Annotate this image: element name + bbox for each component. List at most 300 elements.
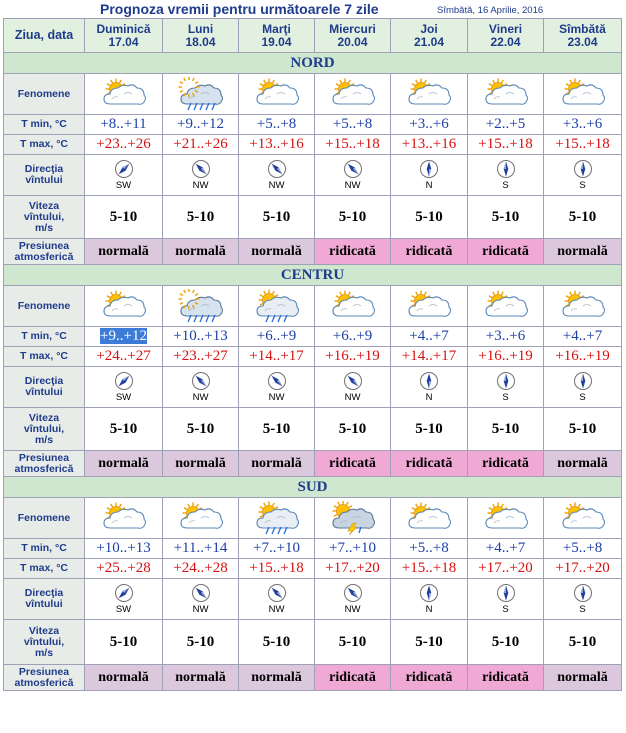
tmin-cell bbox=[391, 327, 468, 347]
compass-arrow-icon bbox=[496, 371, 516, 391]
row-label-text: vîntului bbox=[25, 174, 63, 186]
pressure-value: normală bbox=[251, 243, 302, 259]
row-label bbox=[4, 559, 85, 579]
wind-speed-cell bbox=[391, 408, 468, 451]
region-name: SUD bbox=[4, 477, 622, 498]
tmax-value: +15..+18 bbox=[249, 560, 304, 576]
wind-direction-cell bbox=[391, 367, 468, 408]
pressure-value: normală bbox=[557, 243, 608, 259]
tmin-value: +5..+8 bbox=[332, 116, 373, 132]
pressure-cell bbox=[468, 239, 544, 265]
page-title: Prognoza vremii pentru următoarele 7 zile bbox=[100, 1, 379, 17]
compass-arrow-icon bbox=[114, 159, 134, 179]
wind-direction-cell bbox=[315, 579, 391, 620]
pressure-cell bbox=[391, 239, 468, 265]
compass-arrow-icon bbox=[419, 583, 439, 603]
row-label-text: m/s bbox=[34, 646, 54, 659]
tmax-cell bbox=[468, 135, 544, 155]
wind-direction-cell bbox=[391, 155, 468, 196]
wind-speed-cell bbox=[239, 620, 315, 665]
compass-arrow-icon bbox=[419, 159, 439, 179]
wind-speed-value: 5-10 bbox=[338, 208, 367, 225]
row-label-text: vîntului, bbox=[23, 635, 65, 648]
tmax-cell bbox=[315, 135, 391, 155]
pressure-cell bbox=[544, 451, 622, 477]
row-label bbox=[4, 451, 85, 477]
row-label-text: vîntului, bbox=[23, 210, 65, 223]
row-label-text: T max, °C bbox=[20, 138, 68, 150]
tmax-value: +21..+26 bbox=[173, 136, 228, 152]
day-header bbox=[163, 19, 239, 53]
wind-speed-value: 5-10 bbox=[568, 633, 597, 650]
wind-direction-label: NW bbox=[268, 604, 285, 615]
wind-direction-label: NW bbox=[344, 392, 361, 403]
weather-cell bbox=[391, 498, 468, 539]
row-label-text: T max, °C bbox=[20, 562, 68, 574]
row-label-text: Viteza bbox=[28, 624, 60, 637]
tmax-cell bbox=[544, 347, 622, 367]
tmax-cell bbox=[85, 135, 163, 155]
row-label-text: m/s bbox=[34, 433, 54, 446]
pressure-row bbox=[4, 239, 622, 265]
tmin-value: +4..+7 bbox=[409, 328, 449, 344]
row-label bbox=[4, 665, 85, 691]
wind-speed-value: 5-10 bbox=[109, 633, 138, 650]
row-label bbox=[4, 239, 85, 265]
tmin-cell bbox=[163, 327, 239, 347]
pressure-cell bbox=[468, 665, 544, 691]
wind-speed-cell bbox=[85, 408, 163, 451]
pressure-cell bbox=[544, 665, 622, 691]
tmin-value: +8..+11 bbox=[100, 116, 147, 132]
weather-cell bbox=[85, 498, 163, 539]
wind-speed-row bbox=[4, 408, 622, 451]
pressure-value: normală bbox=[175, 455, 226, 471]
tmax-row bbox=[4, 135, 622, 155]
tmin-cell bbox=[85, 539, 163, 559]
tmax-cell bbox=[544, 559, 622, 579]
tmin-cell bbox=[315, 115, 391, 135]
sun-rain-cloud-icon bbox=[253, 501, 301, 535]
tmin-cell bbox=[163, 539, 239, 559]
wind-direction-label: S bbox=[579, 604, 586, 615]
tmin-cell bbox=[315, 327, 391, 347]
fenomene-row bbox=[4, 498, 622, 539]
tmin-value: +3..+6 bbox=[409, 116, 449, 132]
tmin-cell bbox=[315, 539, 391, 559]
sun-cloud-icon bbox=[559, 289, 607, 323]
wind-speed-value: 5-10 bbox=[338, 420, 367, 437]
tmin-cell bbox=[468, 115, 544, 135]
title-bar bbox=[0, 0, 626, 18]
day-date: 22.04 bbox=[490, 34, 521, 49]
tmax-value: +13..+16 bbox=[401, 136, 457, 152]
tmin-value: +5..+8 bbox=[256, 116, 297, 132]
day-name: Joi bbox=[420, 21, 438, 36]
row-label bbox=[4, 286, 85, 327]
sun-cloud-icon bbox=[482, 501, 530, 535]
wind-direction-cell bbox=[85, 155, 163, 196]
tmax-value: +14..+17 bbox=[401, 348, 457, 364]
tmin-cell bbox=[544, 539, 622, 559]
weather-cell bbox=[163, 498, 239, 539]
wind-speed-cell bbox=[544, 196, 622, 239]
row-label-text: atmosferică bbox=[14, 250, 74, 263]
wind-speed-cell bbox=[239, 408, 315, 451]
wind-speed-cell bbox=[163, 408, 239, 451]
wind-direction-label: S bbox=[502, 392, 509, 403]
tmin-row bbox=[4, 115, 622, 135]
wind-direction-label: S bbox=[579, 180, 586, 191]
weather-cell bbox=[468, 74, 544, 115]
pressure-value: ridicată bbox=[329, 243, 376, 259]
pressure-value: normală bbox=[98, 455, 149, 471]
tmax-cell bbox=[391, 347, 468, 367]
pressure-value: normală bbox=[175, 669, 226, 685]
pressure-cell bbox=[239, 451, 315, 477]
compass-arrow-icon bbox=[343, 583, 363, 603]
wind-speed-cell bbox=[391, 620, 468, 665]
weather-cell bbox=[391, 74, 468, 115]
row-label bbox=[4, 74, 85, 115]
compass-arrow-icon bbox=[343, 159, 363, 179]
tmin-value: +7..+10 bbox=[329, 540, 376, 556]
row-label-text: Direcţia bbox=[24, 163, 64, 175]
pressure-value: ridicată bbox=[482, 243, 529, 259]
tmax-cell bbox=[85, 347, 163, 367]
row-label-text: T min, °C bbox=[21, 118, 67, 130]
row-label-text: Direcţia bbox=[24, 375, 64, 387]
sun-cloud-icon bbox=[405, 501, 453, 535]
weather-cell bbox=[239, 498, 315, 539]
tmax-value: +24..+27 bbox=[96, 348, 151, 364]
wind-direction-label: NW bbox=[344, 604, 361, 615]
tmax-value: +16..+19 bbox=[325, 348, 380, 364]
tmax-cell bbox=[163, 559, 239, 579]
tmin-cell bbox=[544, 327, 622, 347]
wind-direction-cell bbox=[239, 367, 315, 408]
wind-speed-value: 5-10 bbox=[491, 633, 520, 650]
day-date: 20.04 bbox=[337, 34, 368, 49]
pressure-row bbox=[4, 665, 622, 691]
day-header bbox=[544, 19, 622, 53]
sun-cloud-icon bbox=[482, 289, 530, 323]
compass-arrow-icon bbox=[191, 371, 211, 391]
pressure-cell bbox=[391, 665, 468, 691]
row-label bbox=[4, 135, 85, 155]
wind-direction-label: N bbox=[425, 392, 433, 403]
tmin-value: +6..+9 bbox=[256, 328, 297, 344]
wind-speed-value: 5-10 bbox=[186, 208, 215, 225]
row-label-text: Presiunea bbox=[18, 451, 70, 464]
pressure-value: normală bbox=[251, 669, 302, 685]
wind-speed-cell bbox=[544, 408, 622, 451]
tmax-value: +15..+18 bbox=[325, 136, 380, 152]
row-label-text: vîntului bbox=[25, 598, 63, 610]
row-label bbox=[4, 579, 85, 620]
wind-direction-label: N bbox=[425, 604, 433, 615]
fenomene-row bbox=[4, 286, 622, 327]
compass-arrow-icon bbox=[496, 159, 516, 179]
region-row-sud bbox=[4, 477, 622, 498]
wind-direction-label: NW bbox=[192, 604, 209, 615]
compass-arrow-icon bbox=[267, 371, 287, 391]
pressure-value: ridicată bbox=[405, 669, 453, 685]
weather-cell bbox=[544, 286, 622, 327]
tmax-value: +17..+20 bbox=[325, 560, 380, 576]
tmax-value: +24..+28 bbox=[173, 560, 228, 576]
tmax-cell bbox=[391, 559, 468, 579]
wind-speed-value: 5-10 bbox=[568, 420, 597, 437]
wind-speed-cell bbox=[468, 408, 544, 451]
day-header bbox=[468, 19, 544, 53]
wind-speed-value: 5-10 bbox=[109, 208, 138, 225]
wind-speed-cell bbox=[315, 196, 391, 239]
wind-speed-cell bbox=[391, 196, 468, 239]
day-header bbox=[239, 19, 315, 53]
tmin-value: +5..+8 bbox=[409, 540, 449, 556]
tmin-value: +3..+6 bbox=[485, 328, 526, 344]
row-label-text: T max, °C bbox=[20, 350, 68, 362]
pressure-cell bbox=[163, 665, 239, 691]
header-label bbox=[4, 19, 85, 53]
wind-direction-label: NW bbox=[192, 392, 209, 403]
tmax-cell bbox=[315, 347, 391, 367]
tmin-value: +10..+13 bbox=[173, 328, 228, 344]
day-date: 17.04 bbox=[108, 34, 139, 49]
sun-cloud-icon bbox=[100, 501, 148, 535]
wind-direction-cell bbox=[85, 367, 163, 408]
forecast-table bbox=[3, 18, 622, 691]
wind-direction-label: S bbox=[579, 392, 586, 403]
sun-cloud-icon bbox=[559, 501, 607, 535]
wind-speed-value: 5-10 bbox=[491, 420, 520, 437]
weather-cell bbox=[239, 286, 315, 327]
tmin-value: +5..+8 bbox=[562, 540, 603, 556]
pressure-value: normală bbox=[251, 455, 302, 471]
tmin-cell bbox=[468, 539, 544, 559]
row-label-text: m/s bbox=[34, 221, 54, 234]
wind-speed-value: 5-10 bbox=[568, 208, 597, 225]
weather-cell bbox=[239, 74, 315, 115]
compass-arrow-icon bbox=[114, 371, 134, 391]
sun-cloud-icon bbox=[329, 289, 377, 323]
row-label bbox=[4, 367, 85, 408]
day-header bbox=[85, 19, 163, 53]
pressure-cell bbox=[85, 239, 163, 265]
tmin-cell bbox=[239, 115, 315, 135]
row-label-text: atmosferică bbox=[14, 462, 74, 475]
wind-speed-value: 5-10 bbox=[109, 420, 138, 437]
compass-arrow-icon bbox=[191, 583, 211, 603]
wind-direction-label: S bbox=[502, 604, 509, 615]
tmax-value: +23..+26 bbox=[96, 136, 151, 152]
pressure-cell bbox=[239, 665, 315, 691]
wind-direction-label: NW bbox=[192, 180, 209, 191]
tmax-cell bbox=[163, 347, 239, 367]
sun-cloud-icon bbox=[559, 77, 607, 111]
weather-cell bbox=[544, 74, 622, 115]
pressure-value: ridicată bbox=[329, 669, 376, 685]
tmax-value: +15..+18 bbox=[478, 136, 533, 152]
wind-direction-label: SW bbox=[115, 180, 132, 191]
wind-direction-label: NW bbox=[268, 392, 285, 403]
row-label-text: vîntului bbox=[25, 386, 63, 398]
tmin-cell bbox=[468, 327, 544, 347]
row-label bbox=[4, 347, 85, 367]
tmax-cell bbox=[315, 559, 391, 579]
tmax-cell bbox=[239, 559, 315, 579]
current-date: Sîmbătă, 16 Aprilie, 2016 bbox=[437, 5, 544, 16]
wind-direction-cell bbox=[544, 155, 622, 196]
row-label-text: Fenomene bbox=[17, 87, 71, 100]
weather-cell bbox=[468, 498, 544, 539]
pressure-value: normală bbox=[175, 243, 226, 259]
header-row bbox=[4, 19, 622, 53]
wind-speed-value: 5-10 bbox=[415, 208, 443, 225]
wind-speed-cell bbox=[544, 620, 622, 665]
sun-cloud-icon bbox=[329, 77, 377, 111]
tmax-value: +16..+19 bbox=[555, 348, 610, 364]
row-label-text: Viteza bbox=[28, 411, 60, 424]
pressure-cell bbox=[315, 665, 391, 691]
wind-direction-cell bbox=[315, 367, 391, 408]
tmin-cell bbox=[391, 115, 468, 135]
wind-speed-cell bbox=[85, 620, 163, 665]
tmax-value: +25..+28 bbox=[96, 560, 151, 576]
pressure-value: ridicată bbox=[329, 455, 376, 471]
compass-arrow-icon bbox=[114, 583, 134, 603]
pressure-cell bbox=[85, 451, 163, 477]
wind-direction-row bbox=[4, 367, 622, 408]
tmax-value: +13..+16 bbox=[249, 136, 304, 152]
wind-direction-label: NW bbox=[344, 180, 361, 191]
tmin-cell bbox=[85, 115, 163, 135]
tmax-row bbox=[4, 559, 622, 579]
wind-direction-cell bbox=[544, 367, 622, 408]
pressure-cell bbox=[163, 239, 239, 265]
compass-arrow-icon bbox=[267, 159, 287, 179]
tmin-value: +10..+13 bbox=[96, 540, 151, 556]
wind-direction-cell bbox=[239, 579, 315, 620]
tmin-value: +2..+5 bbox=[485, 116, 526, 132]
day-name: Miercuri bbox=[329, 21, 376, 36]
tmax-value: +17..+20 bbox=[555, 560, 610, 576]
tmax-cell bbox=[85, 559, 163, 579]
wind-direction-cell bbox=[544, 579, 622, 620]
tmax-value: +15..+18 bbox=[555, 136, 610, 152]
wind-direction-label: N bbox=[425, 180, 433, 191]
pressure-cell bbox=[85, 665, 163, 691]
wind-speed-cell bbox=[85, 196, 163, 239]
compass-arrow-icon bbox=[267, 583, 287, 603]
wind-direction-cell bbox=[391, 579, 468, 620]
wind-direction-cell bbox=[468, 367, 544, 408]
wind-speed-value: 5-10 bbox=[338, 633, 367, 650]
compass-arrow-icon bbox=[573, 159, 593, 179]
tmax-cell bbox=[239, 347, 315, 367]
tmin-cell bbox=[391, 539, 468, 559]
day-name: Sîmbătă bbox=[559, 21, 606, 36]
day-header bbox=[391, 19, 468, 53]
tmin-value: +4..+7 bbox=[562, 328, 603, 344]
wind-direction-cell bbox=[163, 579, 239, 620]
wind-direction-cell bbox=[163, 155, 239, 196]
wind-speed-value: 5-10 bbox=[186, 420, 215, 437]
day-date: 18.04 bbox=[185, 34, 216, 49]
wind-speed-cell bbox=[468, 620, 544, 665]
tmax-cell bbox=[468, 347, 544, 367]
tmax-cell bbox=[163, 135, 239, 155]
wind-speed-row bbox=[4, 196, 622, 239]
day-date: 23.04 bbox=[567, 34, 598, 49]
day-date: 21.04 bbox=[413, 34, 445, 49]
wind-direction-cell bbox=[315, 155, 391, 196]
tmax-value: +16..+19 bbox=[478, 348, 533, 364]
row-label bbox=[4, 155, 85, 196]
compass-arrow-icon bbox=[419, 371, 439, 391]
row-label bbox=[4, 408, 85, 451]
compass-arrow-icon bbox=[496, 583, 516, 603]
wind-direction-label: SW bbox=[115, 392, 132, 403]
weather-cell bbox=[85, 74, 163, 115]
tmin-value: +9..+12 bbox=[100, 328, 147, 344]
sun-cloud-icon bbox=[100, 77, 148, 111]
wind-speed-cell bbox=[239, 196, 315, 239]
tmax-cell bbox=[468, 559, 544, 579]
row-label bbox=[4, 196, 85, 239]
tmin-row bbox=[4, 327, 622, 347]
sun-cloud-icon bbox=[253, 77, 301, 111]
wind-speed-value: 5-10 bbox=[415, 633, 443, 650]
day-name: Vineri bbox=[488, 21, 523, 36]
row-label-text: T min, °C bbox=[21, 330, 67, 342]
weather-cell bbox=[85, 286, 163, 327]
tmin-value: +9..+12 bbox=[177, 116, 224, 132]
tmin-cell bbox=[544, 115, 622, 135]
row-label-text: Presiunea bbox=[18, 239, 70, 252]
wind-speed-cell bbox=[163, 196, 239, 239]
sun-cloud-icon bbox=[482, 77, 530, 111]
wind-direction-cell bbox=[468, 155, 544, 196]
compass-arrow-icon bbox=[343, 371, 363, 391]
pressure-value: ridicată bbox=[405, 455, 453, 471]
row-label bbox=[4, 115, 85, 135]
thunder-cloud-icon bbox=[329, 501, 377, 535]
weather-cell bbox=[315, 498, 391, 539]
wind-direction-cell bbox=[163, 367, 239, 408]
sun-cloud-icon bbox=[405, 77, 453, 111]
wind-direction-cell bbox=[468, 579, 544, 620]
row-label bbox=[4, 327, 85, 347]
weather-cell bbox=[468, 286, 544, 327]
wind-direction-cell bbox=[85, 579, 163, 620]
row-label bbox=[4, 539, 85, 559]
day-name: Duminică bbox=[96, 21, 151, 36]
tmin-cell bbox=[239, 539, 315, 559]
tmax-value: +23..+27 bbox=[173, 348, 228, 364]
sun-rain-cloud-icon bbox=[253, 289, 301, 323]
tmax-value: +17..+20 bbox=[478, 560, 533, 576]
region-row-centru bbox=[4, 265, 622, 286]
weather-cell bbox=[163, 286, 239, 327]
compass-arrow-icon bbox=[191, 159, 211, 179]
wind-speed-cell bbox=[315, 620, 391, 665]
wind-speed-cell bbox=[163, 620, 239, 665]
pressure-value: ridicată bbox=[482, 669, 529, 685]
row-label-text: Fenomene bbox=[17, 511, 71, 524]
compass-arrow-icon bbox=[573, 583, 593, 603]
